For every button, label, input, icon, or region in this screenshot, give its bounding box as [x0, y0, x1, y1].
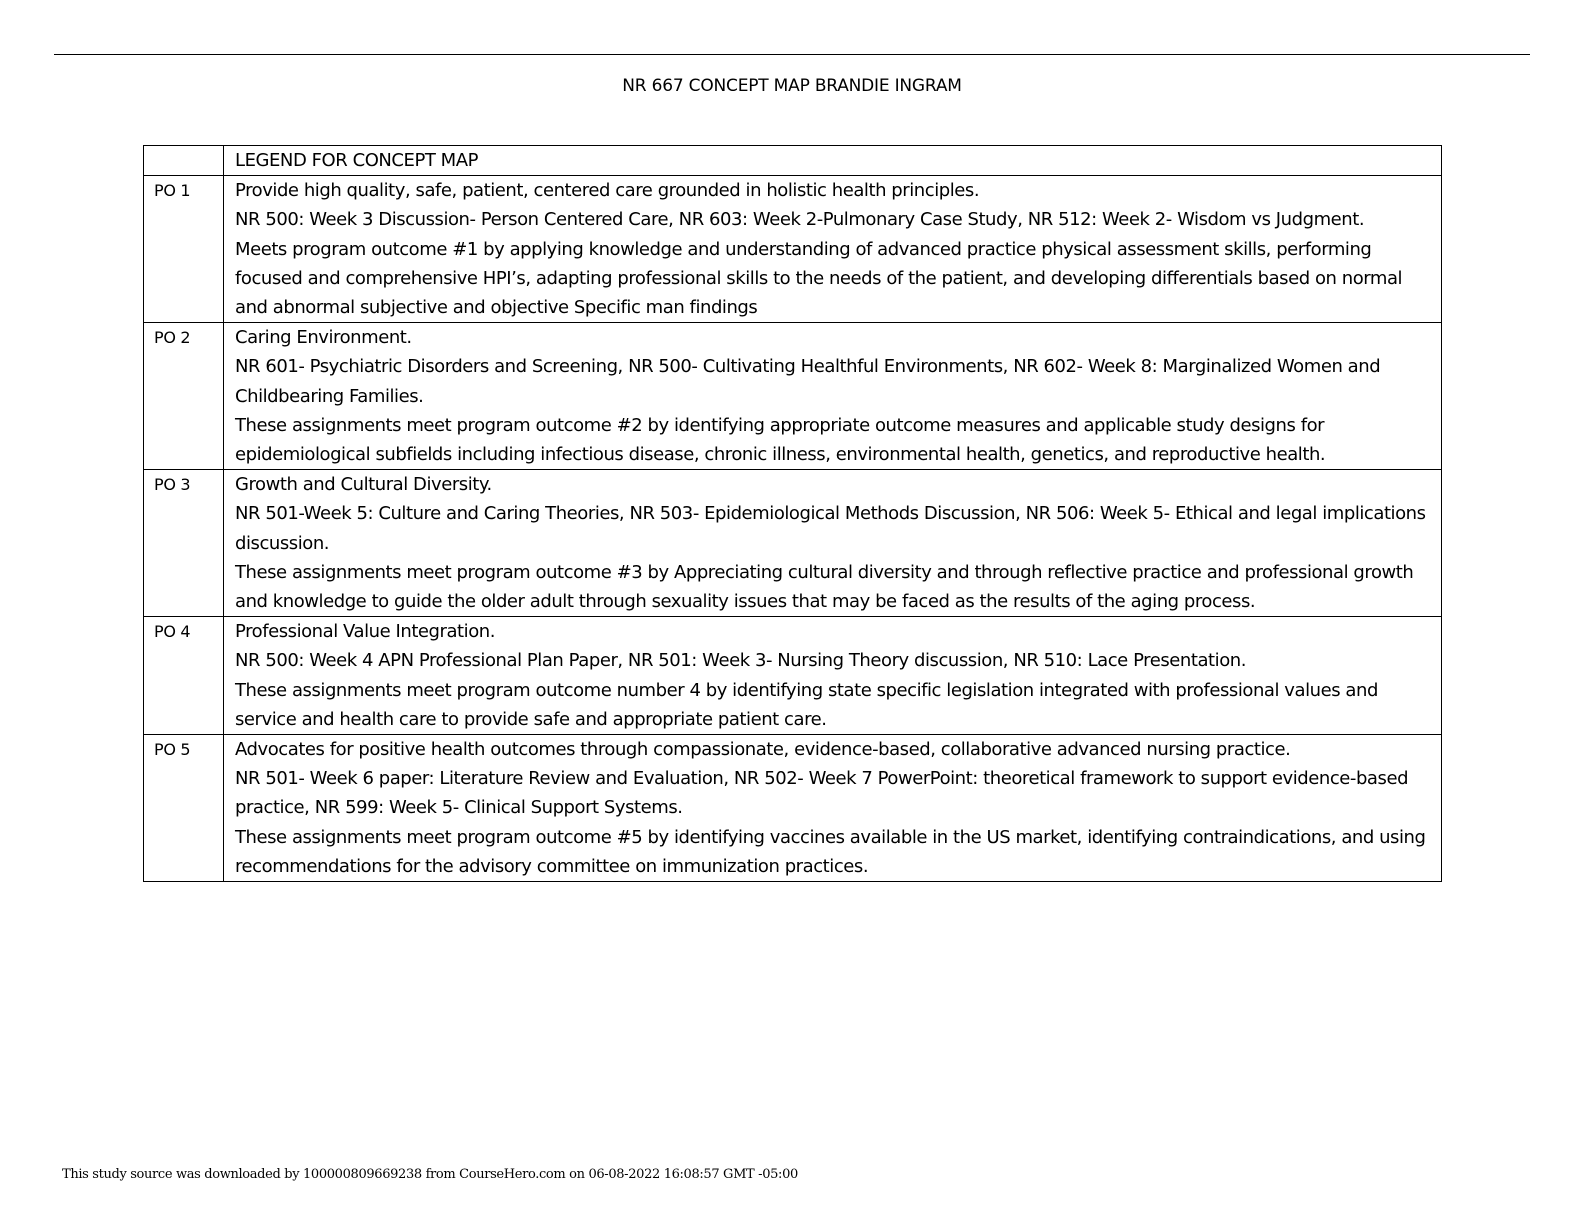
po4-assignments: NR 500: Week 4 APN Professional Plan Paper, NR 501: Week 3- Nursing Theory discussion, NR 510: Lace Presentation. [235, 650, 1246, 672]
po2-explanation: These assignments meet program outcome #2 by identifying appropriate outcome measures and applicable study designs for epidemiological subfields including infectious disease, chronic illness, environmental health, genetics, and reproductive health. [235, 414, 1326, 466]
header-rule [54, 54, 1530, 55]
table-row-po3 [144, 470, 1442, 617]
po1-explanation: Meets program outcome #1 by applying knowledge and understanding of advanced practice physical assessment skills, performing focused and comprehensive HPI’s, adapting professional skills to the needs of the patient, and developing differentials based on normal and abnormal subjective and objective Specific man findings [235, 238, 1403, 319]
po5-assignments: NR 501- Week 6 paper: Literature Review and Evaluation, NR 502- Week 7 PowerPoint: theoretical framework to support evidence-based practice, NR 599: Week 5- Clinical Support Systems. [235, 768, 1409, 819]
header-label-cell [144, 146, 224, 176]
table-row-po4 [144, 617, 1442, 735]
row-content-po5 [224, 735, 1442, 882]
po2-assignments: NR 601- Psychiatric Disorders and Screening, NR 500- Cultivating Healthful Environments, NR 602- Week 8: Marginalized Women and Childbearing Families. [235, 356, 1381, 407]
header-content-cell [224, 146, 1442, 176]
po3-explanation: These assignments meet program outcome #3 by Appreciating cultural diversity and through reflective practice and professional growth and knowledge to guide the older adult through sexuality issues that may be faced as the results of the aging process. [235, 561, 1414, 613]
table-row-po2 [144, 323, 1442, 470]
row-content-po1 [224, 176, 1442, 323]
concept-map-legend-table [143, 145, 1442, 882]
row-content-po2 [224, 323, 1442, 470]
po4-outcome-statement: Professional Value Integration. [235, 621, 496, 643]
po5-outcome-statement: Advocates for positive health outcomes through compassionate, evidence-based, collaborative advanced nursing practice. [235, 739, 1291, 761]
row-label-po4: PO 4 [144, 617, 224, 735]
po1-assignments: NR 500: Week 3 Discussion- Person Centered Care, NR 603: Week 2-Pulmonary Case Study, NR 512: Week 2- Wisdom vs Judgment. [235, 209, 1365, 231]
legend-heading: LEGEND FOR CONCEPT MAP [235, 150, 479, 171]
document-title: NR 667 CONCEPT MAP BRANDIE INGRAM [622, 76, 962, 96]
po4-explanation: These assignments meet program outcome number 4 by identifying state specific legislation integrated with professional values and service and health care to provide safe and appropriate patient care. [235, 679, 1378, 730]
row-label-po2: PO 2 [144, 323, 224, 470]
table-header-row [144, 146, 1442, 176]
po2-outcome-statement: Caring Environment. [235, 327, 412, 349]
row-label-po3: PO 3 [144, 470, 224, 617]
table-row-po1 [144, 176, 1442, 323]
download-source-footer: This study source was downloaded by 100000809669238 from CourseHero.com on 06-08-2022 16:08:57 GMT -05:00 [62, 1167, 798, 1182]
row-content-po4 [224, 617, 1442, 735]
po3-outcome-statement: Growth and Cultural Diversity. [235, 474, 492, 496]
po3-assignments: NR 501-Week 5: Culture and Caring Theories, NR 503- Epidemiological Methods Discussion, NR 506: Week 5- Ethical and legal implications discussion. [235, 503, 1426, 554]
po1-outcome-statement: Provide high quality, safe, patient, centered care grounded in holistic health principles. [235, 180, 980, 202]
po5-explanation: These assignments meet program outcome #5 by identifying vaccines available in the US market, identifying contraindications, and using recommendations for the advisory committee on immunization practices. [235, 826, 1426, 877]
row-label-po5: PO 5 [144, 735, 224, 882]
row-label-po1: PO 1 [144, 176, 224, 323]
table-row-po5 [144, 735, 1442, 882]
row-content-po3 [224, 470, 1442, 617]
